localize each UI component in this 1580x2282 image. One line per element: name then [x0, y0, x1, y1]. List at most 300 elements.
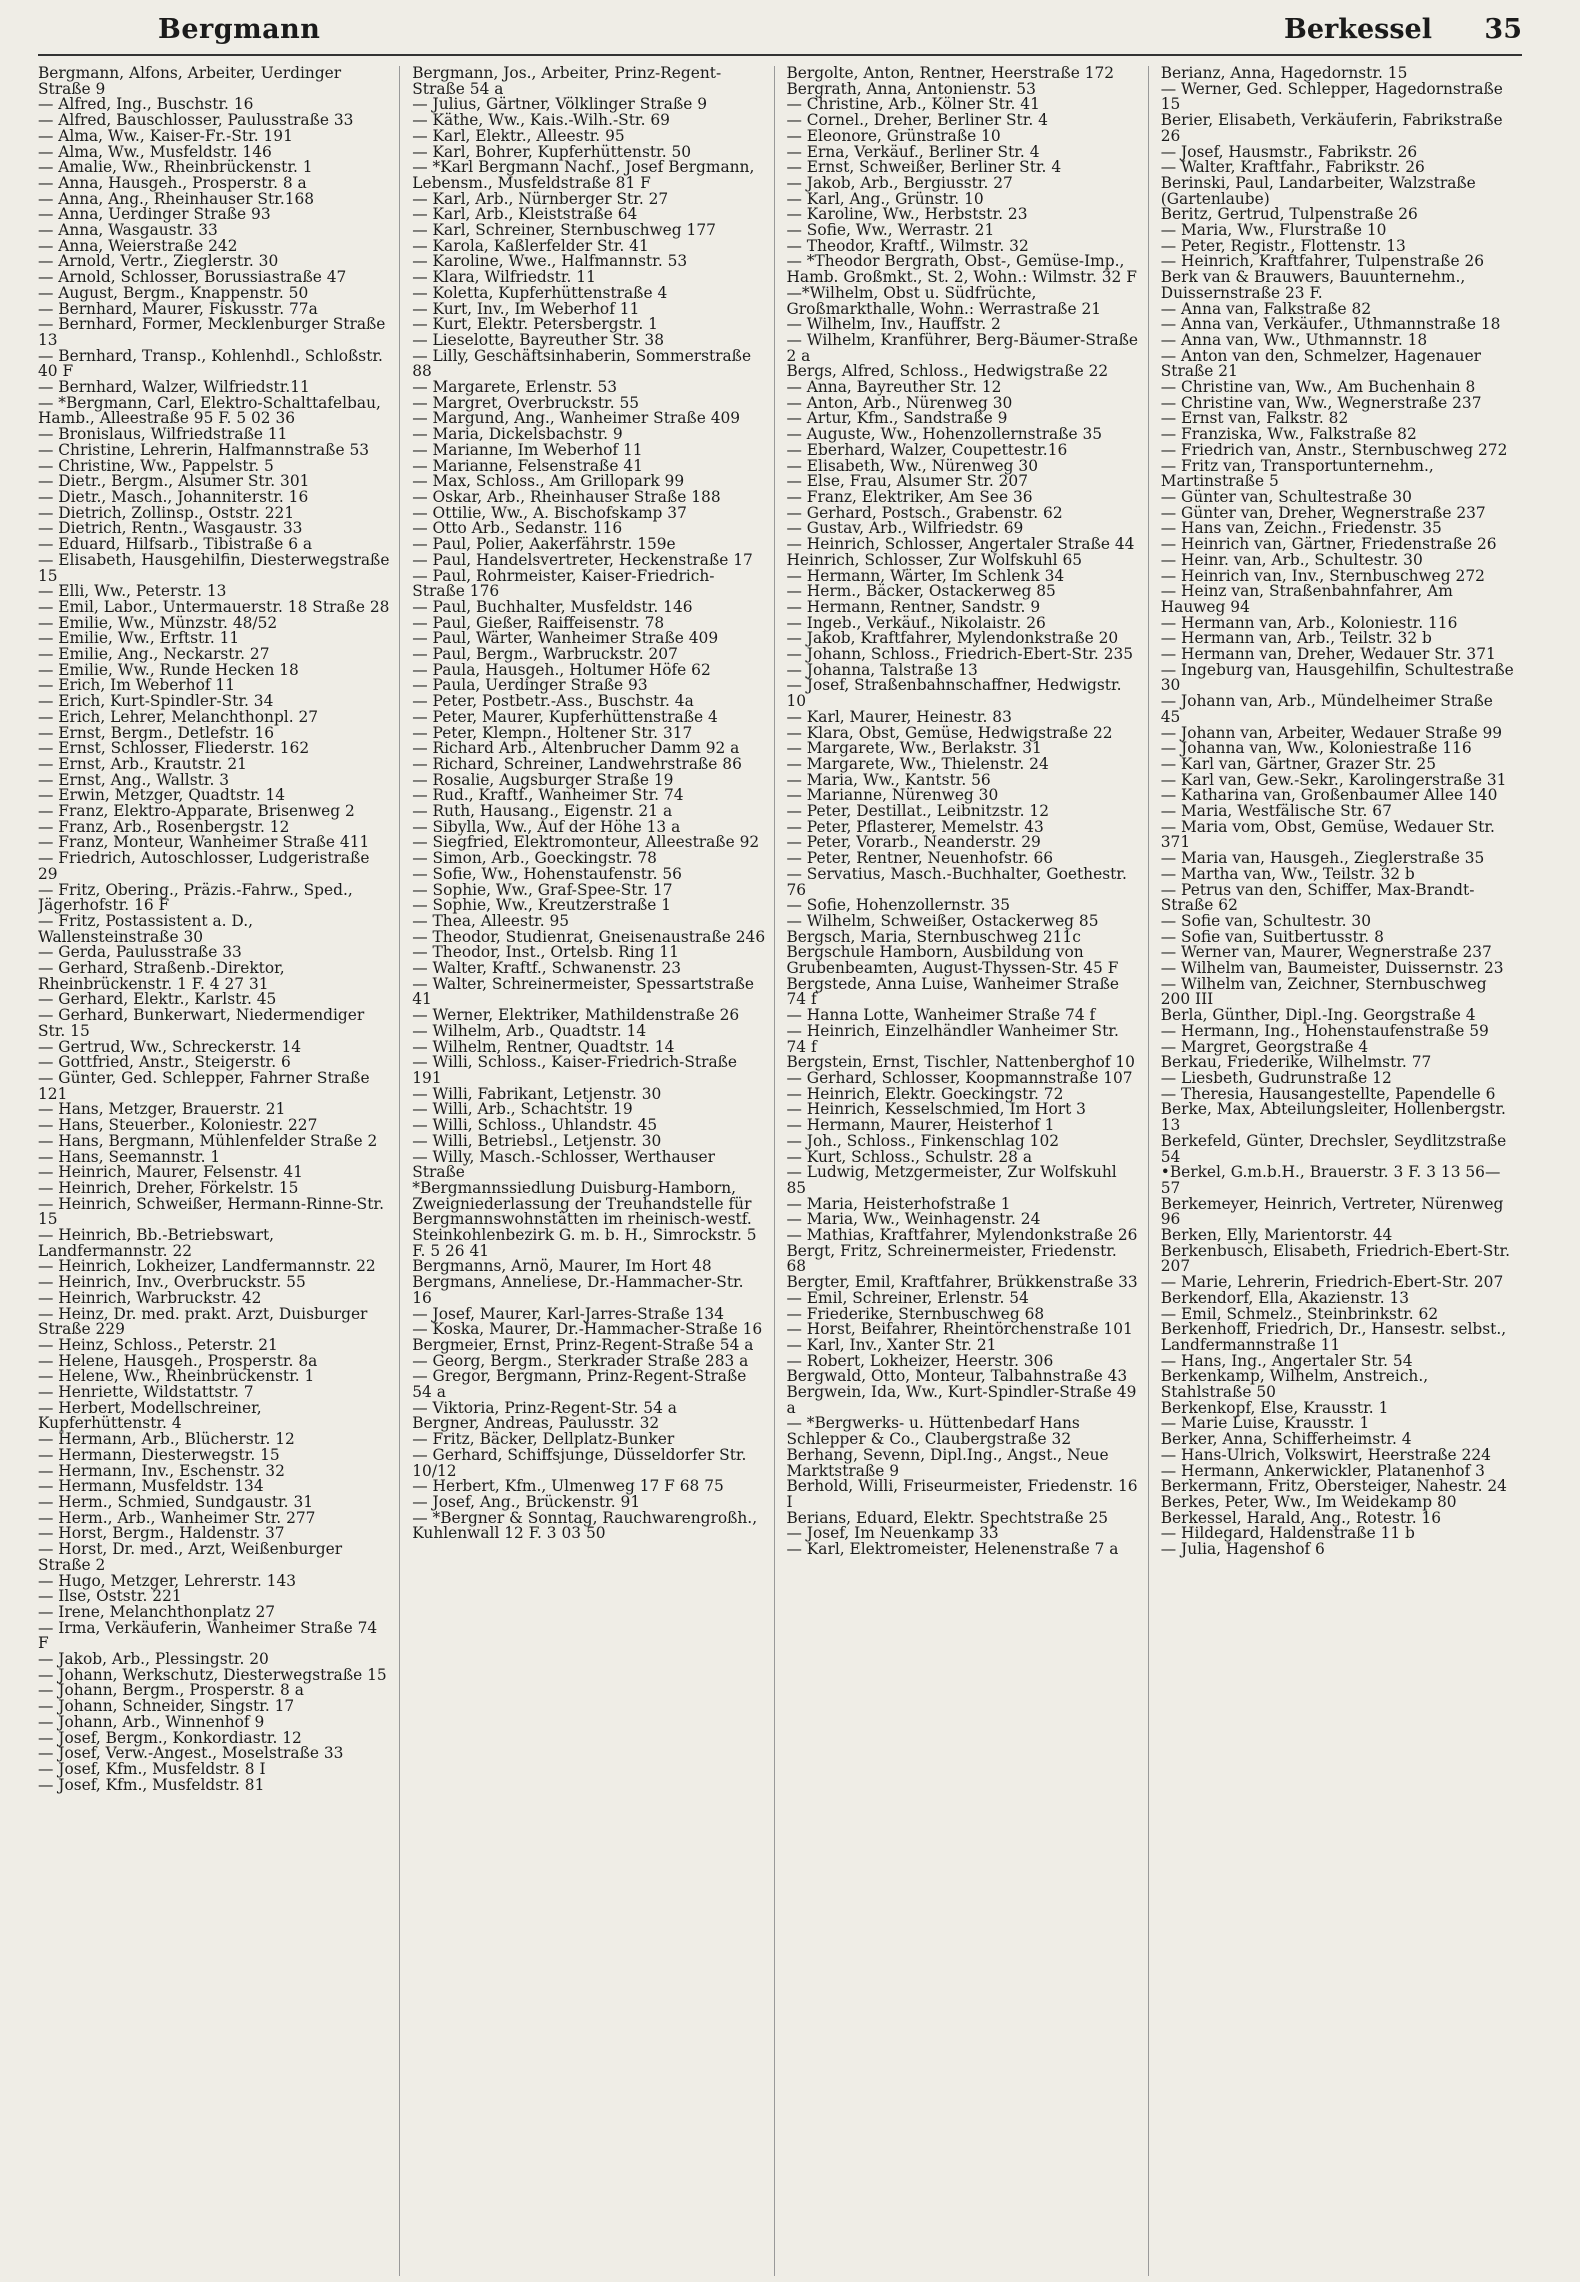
- directory-entry: — Ernst, Schlosser, Fliederstr. 162: [38, 739, 310, 758]
- directory-entry: — Anna, Ang., Rheinhauser Str.168: [38, 189, 315, 208]
- directory-entry: — Fritz van, Transportunternehm., Martinstraße 5: [1160, 456, 1434, 491]
- directory-entry: — Josef, Verw.-Angest., Moselstraße 33: [38, 1744, 344, 1763]
- directory-entry: — Auguste, Ww., Hohenzollernstraße 35: [786, 425, 1103, 444]
- directory-entry: — Peter, Destillat., Leibnitzstr. 12: [786, 802, 1049, 821]
- directory-entry: — Hildegard, Haldenstraße 11 b: [1160, 1524, 1415, 1543]
- directory-entry: •Berkel, G.m.b.H., Brauerstr. 3 F. 3 13 56—57: [1160, 1163, 1501, 1197]
- directory-entry: — Karola, Kaßlerfelder Str. 41: [412, 236, 649, 255]
- directory-entry: — Heinrich, Maurer, Felsenstr. 41: [38, 1163, 303, 1182]
- directory-entry: — Alfred, Ing., Buschstr. 16: [38, 95, 254, 114]
- directory-entry: Bergsch, Maria, Sternbuschweg 211c: [786, 927, 1081, 946]
- directory-entry: — Petrus van den, Schiffer, Max-Brandt-Straße 62: [1160, 880, 1475, 915]
- directory-entry: — Willi, Arb., Schachtstr. 19: [412, 1100, 633, 1119]
- directory-entry: Berkes, Peter, Ww., Im Weidekamp 80: [1160, 1492, 1457, 1511]
- directory-entry: — Willi, Schloss., Kaiser-Friedrich-Straße 191: [412, 1053, 738, 1087]
- directory-entry: — Sofie van, Schultestr. 30: [1160, 911, 1371, 930]
- directory-entry: — Wilhelm, Rentner, Quadtstr. 14: [412, 1037, 675, 1056]
- directory-entry: — Karl, Arb., Nürnberger Str. 27: [412, 189, 669, 208]
- directory-entry: — Ottilie, Ww., A. Bischofskamp 37: [412, 503, 687, 522]
- directory-entry: Berkessel, Harald, Ang., Rotestr. 16: [1160, 1508, 1442, 1527]
- directory-entry: Berhold, Willi, Friseurmeister, Friedenstr. 16 I: [786, 1477, 1138, 1511]
- directory-entry: — Josef, Hausmstr., Fabrikstr. 26: [1160, 142, 1418, 161]
- directory-entry: — Erwin, Metzger, Quadtstr. 14: [38, 786, 286, 805]
- directory-entry: — Erna, Verkäuf., Berliner Str. 4: [786, 142, 1040, 161]
- directory-entry: — Franz, Monteur, Wanheimer Straße 411: [38, 833, 370, 852]
- directory-entry: Bergolte, Anton, Rentner, Heerstraße 172: [786, 66, 1115, 82]
- directory-entry: — Klara, Obst, Gemüse, Hedwigstraße 22: [786, 723, 1113, 742]
- directory-entry: — Dietrich, Rentn., Wasgaustr. 33: [38, 519, 303, 538]
- directory-entry: Bergmann, Alfons, Arbeiter, Uerdinger Straße 9: [38, 66, 342, 98]
- directory-column-2: [412, 66, 774, 2276]
- directory-entry: — Günter van, Dreher, Wegnerstraße 237: [1160, 503, 1486, 522]
- directory-entry: — Bernhard, Walzer, Wilfriedstr.11: [38, 378, 310, 397]
- directory-entry: — Ernst, Ang., Wallstr. 3: [38, 770, 230, 789]
- directory-entry: — Arnold, Vertr., Zieglerstr. 30: [38, 252, 279, 271]
- directory-entry: — Marianne, Im Weberhof 11: [412, 440, 643, 459]
- directory-entry: — Maria, Dickelsbachstr. 9: [412, 425, 623, 444]
- directory-entry: — Walter, Kraftf., Schwanenstr. 23: [412, 959, 682, 978]
- directory-entry: Berinski, Paul, Landarbeiter, Walzstraße (Gartenlaube): [1160, 173, 1476, 208]
- directory-entry: — Theodor, Kraftf., Wilmstr. 32: [786, 236, 1029, 255]
- directory-entry: — Hans van, Zeichn., Friedenstr. 35: [1160, 519, 1442, 538]
- directory-entry: Berkenbusch, Elisabeth, Friedrich-Ebert-Str. 207: [1160, 1241, 1510, 1276]
- directory-entry: — Werner van, Maurer, Wegnerstraße 237: [1160, 943, 1492, 962]
- directory-entry: — Heinrich, Einzelhändler Wanheimer Str. 74 f: [786, 1021, 1119, 1056]
- directory-entry: — Herm., Bäcker, Ostackerweg 85: [786, 582, 1056, 601]
- directory-entry: — Anna van, Verkäufer., Uthmannstraße 18: [1160, 315, 1501, 334]
- directory-entry: — Käthe, Ww., Kais.-Wilh.-Str. 69: [412, 111, 670, 130]
- directory-entry: — Sofie, Ww., Hohenstaufenstr. 56: [412, 864, 682, 883]
- directory-entry: — Willi, Betriebsl., Letjenstr. 30: [412, 1131, 662, 1150]
- directory-entry: — Mathias, Kraftfahrer, Mylendonkstraße 26: [786, 1226, 1138, 1245]
- directory-entry: — Margret, Overbruckstr. 55: [412, 393, 640, 412]
- directory-entry: — Peter, Klempn., Holtener Str. 317: [412, 723, 693, 742]
- directory-entry: — Hermann van, Dreher, Wedauer Str. 371: [1160, 645, 1496, 664]
- directory-entry: — Irene, Melanchthonplatz 27: [38, 1602, 276, 1621]
- directory-entry: — Dietr., Masch., Johanniterstr. 16: [38, 487, 309, 506]
- page-number: 35: [1484, 14, 1522, 45]
- header-last-name: Berkessel: [1284, 14, 1432, 45]
- directory-entry: — Heinrich, Schlosser, Angertaler Straße 44: [786, 535, 1135, 554]
- directory-entry: — Margund, Ang., Wanheimer Straße 409: [412, 409, 741, 428]
- directory-entry: Berianz, Anna, Hagedornstr. 15: [1160, 66, 1408, 82]
- directory-entry: — Karoline, Wwe., Halfmannstr. 53: [412, 252, 688, 271]
- directory-entry: — Maria van, Hausgeh., Zieglerstraße 35: [1160, 849, 1485, 868]
- directory-entry: Berkefeld, Günter, Drechsler, Seydlitzstraße 54: [1160, 1131, 1507, 1166]
- directory-entry: — Henriette, Wildstattstr. 7: [38, 1383, 254, 1402]
- directory-entry: — Siegfried, Elektromonteur, Alleestraße 92: [412, 833, 760, 852]
- directory-entry: — Wilhelm, Kranführer, Berg-Bäumer-Straße 2 a: [786, 330, 1139, 365]
- directory-entry: — Hans-Ulrich, Volkswirt, Heerstraße 224: [1160, 1445, 1491, 1464]
- directory-entry: — Kurt, Inv., Im Weberhof 11: [412, 299, 640, 318]
- directory-entry: — Maria vom, Obst, Gemüse, Wedauer Str. 371: [1160, 817, 1495, 852]
- directory-entry: — Josef, Kfm., Musfeldstr. 8 I: [38, 1759, 266, 1778]
- directory-entry: — Elli, Ww., Peterstr. 13: [38, 582, 227, 601]
- directory-entry: — Anna van, Ww., Uthmannstr. 18: [1160, 330, 1428, 349]
- directory-entry: — Heinrich, Lokheizer, Landfermannstr. 22: [38, 1257, 376, 1276]
- directory-entry: — Wilhelm van, Baumeister, Duissernstr. 23: [1160, 959, 1504, 978]
- directory-entry: — Anton van den, Schmelzer, Hagenauer Straße 21: [1160, 346, 1482, 381]
- directory-entry: — Wilhelm, Arb., Quadtstr. 14: [412, 1021, 647, 1040]
- directory-entry: — Johann van, Arbeiter, Wedauer Straße 99: [1160, 723, 1503, 742]
- directory-entry: — Anna van, Falkstraße 82: [1160, 299, 1372, 318]
- directory-entry: — Wilhelm, Inv., Hauffstr. 2: [786, 315, 1001, 334]
- directory-entry: — Johann, Arb., Winnenhof 9: [38, 1712, 265, 1731]
- directory-entry: — Josef, Ang., Brückenstr. 91: [412, 1492, 641, 1511]
- directory-entry: *Bergmannssiedlung Duisburg-Hamborn, Zweigniederlassung der Treuhandstelle für Bergmannswohnstätten im rheinisch-westf. Steinkohlenbezirk G. m. b. H., Simrockstr. 5 F. 5 26 41: [412, 1178, 757, 1260]
- directory-entry: — Paul, Gießer, Raiffeisenstr. 78: [412, 613, 665, 632]
- directory-entry: — Heinrich, Kesselschmied, Im Hort 3: [786, 1100, 1086, 1119]
- directory-entry: — Johanna, Talstraße 13: [786, 660, 978, 679]
- directory-entry: — Paul, Wärter, Wanheimer Straße 409: [412, 629, 719, 648]
- directory-entry: — Katharina van, Großenbaumer Allee 140: [1160, 786, 1498, 805]
- directory-entry: — Dietrich, Zollinsp., Oststr. 221: [38, 503, 295, 522]
- directory-entry: Berken, Elly, Marientorstr. 44: [1160, 1226, 1393, 1245]
- directory-entry: — Anna, Wasgaustr. 33: [38, 221, 218, 240]
- directory-entry: — Fritz, Obering., Präzis.-Fahrw., Sped., Jägerhofstr. 16 F: [38, 880, 353, 915]
- directory-entry: — Heinrich van, Gärtner, Friedenstraße 26: [1160, 535, 1497, 554]
- directory-entry: — Franz, Elektro-Apparate, Brisenweg 2: [38, 802, 355, 821]
- directory-entry: — Erich, Kurt-Spindler-Str. 34: [38, 692, 274, 711]
- directory-entry: — Gerda, Paulusstraße 33: [38, 943, 242, 962]
- directory-entry: — Ingeburg van, Hausgehilfin, Schultestraße 30: [1160, 660, 1514, 695]
- directory-entry: — *Bergner & Sonntag, Rauchwarengroßh., Kuhlenwall 12 F. 3 03 50: [412, 1508, 758, 1543]
- directory-entry: — Willy, Masch.-Schlosser, Werthauser Straße: [412, 1147, 715, 1182]
- directory-entry: Bergmeier, Ernst, Prinz-Regent-Straße 54 a: [412, 1335, 754, 1354]
- directory-entry: — Margarete, Ww., Berlakstr. 31: [786, 739, 1042, 758]
- directory-entry: Bergter, Emil, Kraftfahrer, Brükkenstraße 33: [786, 1273, 1138, 1292]
- directory-entry: — Hermann, Ing., Hohenstaufenstraße 59: [1160, 1021, 1489, 1040]
- directory-entry: — Heinrich, Dreher, Förkelstr. 15: [38, 1178, 299, 1197]
- directory-entry: — Paul, Buchhalter, Musfeldstr. 146: [412, 597, 693, 616]
- directory-entry: — Karl, Elektr., Alleestr. 95: [412, 126, 625, 145]
- directory-entry: Berk van & Brauwers, Bauunternehm., Duissernstraße 23 F.: [1160, 268, 1466, 302]
- directory-column-4: [1161, 66, 1522, 2276]
- directory-entry: — Karl, Inv., Xanter Str. 21: [786, 1335, 997, 1354]
- directory-columns: [38, 66, 1522, 2276]
- directory-entry: — Hermann, Diesterwegstr. 15: [38, 1445, 280, 1464]
- directory-entry: — Robert, Lokheizer, Heerstr. 306: [786, 1351, 1054, 1370]
- directory-entry: — Gerhard, Bunkerwart, Niedermendiger Str. 15: [38, 1006, 365, 1040]
- directory-entry: — Ernst van, Falkstr. 82: [1160, 409, 1349, 428]
- directory-entry: Bergt, Fritz, Schreinermeister, Friedenstr. 68: [786, 1241, 1117, 1276]
- directory-entry: — Bronislaus, Wilfriedstraße 11: [38, 425, 288, 444]
- directory-entry: — Rud., Kraftf., Wanheimer Str. 74: [412, 786, 684, 805]
- directory-entry: — Anton, Arb., Nürenweg 30: [786, 393, 1013, 412]
- directory-entry: — Gregor, Bergmann, Prinz-Regent-Straße 54 a: [412, 1367, 747, 1402]
- directory-entry: Berke, Max, Abteilungsleiter, Hollenbergstr. 13: [1160, 1100, 1506, 1135]
- directory-entry: — Friedrich van, Anstr., Sternbuschweg 272: [1160, 440, 1508, 459]
- directory-entry: — Werner, Ged. Schlepper, Hagedornstraße 15: [1160, 79, 1503, 114]
- directory-entry: — Bernhard, Former, Mecklenburger Straße 13: [38, 315, 386, 349]
- directory-entry: — Karl, Arb., Kleiststraße 64: [412, 205, 638, 224]
- directory-entry: Beritz, Gertrud, Tulpenstraße 26: [1160, 205, 1418, 224]
- directory-entry: Bergstede, Anna Luise, Wanheimer Straße 74 f: [786, 974, 1120, 1009]
- directory-entry: — Hermann, Rentner, Sandstr. 9: [786, 597, 1041, 616]
- directory-entry: — Emilie, Ww., Runde Hecken 18: [38, 660, 299, 679]
- directory-entry: — Sofie, Ww., Werrastr. 21: [786, 221, 995, 240]
- directory-entry: — Ingeb., Verkäuf., Nikolaistr. 26: [786, 613, 1046, 632]
- directory-entry: — August, Bergm., Knappenstr. 50: [38, 283, 309, 302]
- directory-entry: — Joh., Schloss., Finkenschlag 102: [786, 1131, 1060, 1150]
- directory-entry: — Bernhard, Maurer, Fiskusstr. 77a: [38, 299, 318, 318]
- directory-entry: — Julius, Gärtner, Völklinger Straße 9: [412, 95, 708, 114]
- directory-entry: — Karl, Schreiner, Sternbuschweg 177: [412, 221, 716, 240]
- directory-entry: — Paula, Uerdinger Straße 93: [412, 676, 648, 695]
- directory-entry: — Fritz, Postassistent a. D., Wallensteinstraße 30: [38, 911, 254, 946]
- directory-entry: — Gerhard, Elektr., Karlstr. 45: [38, 990, 277, 1009]
- directory-entry: — Jakob, Arb., Bergiusstr. 27: [786, 173, 1013, 192]
- directory-entry: — Eleonore, Grünstraße 10: [786, 126, 1001, 145]
- directory-entry: — Eberhard, Walzer, Coupettestr.16: [786, 440, 1068, 459]
- directory-entry: — Herm., Arb., Wanheimer Str. 277: [38, 1508, 316, 1527]
- directory-entry: Bergmann, Jos., Arbeiter, Prinz-Regent-Straße 54 a: [412, 66, 722, 98]
- directory-entry: — Wilhelm van, Zeichner, Sternbuschweg 200 III: [1160, 974, 1487, 1009]
- directory-entry: — Karl, Ang., Grünstr. 10: [786, 189, 984, 208]
- directory-entry: — Horst, Dr. med., Arzt, Weißenburger Straße 2: [38, 1540, 343, 1574]
- directory-entry: — Paul, Bergm., Warbruckstr. 207: [412, 645, 678, 664]
- directory-entry: — Hans, Ing., Angertaler Str. 54: [1160, 1351, 1413, 1370]
- directory-entry: — Hermann, Inv., Eschenstr. 32: [38, 1461, 285, 1480]
- directory-entry: — Fritz, Bäcker, Dellplatz-Bunker: [412, 1430, 675, 1449]
- directory-entry: — Alfred, Bauschlosser, Paulusstraße 33: [38, 111, 354, 130]
- directory-entry: — Liesbeth, Gudrunstraße 12: [1160, 1069, 1392, 1087]
- directory-entry: — Heinz van, Straßenbahnfahrer, Am Hauweg 94: [1160, 582, 1453, 616]
- directory-entry: — Hermann, Musfeldstr. 134: [38, 1477, 264, 1496]
- directory-entry: — Franz, Arb., Rosenbergstr. 12: [38, 817, 290, 836]
- page-header: [38, 12, 1522, 56]
- directory-entry: — Heinr. van, Arb., Schultestr. 30: [1160, 550, 1423, 569]
- directory-entry: — Rosalie, Augsburger Straße 19: [412, 770, 674, 789]
- directory-entry: — Gerhard, Schlosser, Koopmannstraße 107: [786, 1069, 1133, 1087]
- directory-entry: — Johann, Bergm., Prosperstr. 8 a: [38, 1681, 304, 1700]
- directory-entry: — Ludwig, Metzgermeister, Zur Wolfskuhl 85: [786, 1163, 1117, 1197]
- directory-entry: — Heinrich van, Inv., Sternbuschweg 272: [1160, 566, 1485, 585]
- header-first-name: Bergmann: [158, 14, 321, 45]
- directory-entry: — Gertrud, Ww., Schreckerstr. 14: [38, 1037, 302, 1056]
- directory-entry: — Günter, Ged. Schlepper, Fahrner Straße 121: [38, 1069, 370, 1103]
- directory-entry: — Maria, Westfälische Str. 67: [1160, 802, 1392, 821]
- directory-entry: — Koletta, Kupferhüttenstraße 4: [412, 283, 668, 302]
- directory-column-3: [787, 66, 1149, 2276]
- directory-entry: — Heinrich, Warbruckstr. 42: [38, 1288, 262, 1307]
- directory-entry: — Johann, Schloss., Friedrich-Ebert-Str. 235: [786, 645, 1134, 664]
- directory-entry: — Paul, Handelsvertreter, Heckenstraße 17: [412, 550, 753, 569]
- directory-entry: — Karl, Maurer, Heinestr. 83: [786, 707, 1012, 726]
- directory-entry: — Willi, Fabrikant, Letjenstr. 30: [412, 1084, 662, 1103]
- directory-entry: — Theodor, Inst., Ortelsb. Ring 11: [412, 943, 679, 962]
- directory-entry: — Franz, Elektriker, Am See 36: [786, 487, 1033, 506]
- directory-entry: — Peter, Maurer, Kupferhüttenstraße 4: [412, 707, 718, 726]
- directory-entry: — *Theodor Bergrath, Obst-, Gemüse-Imp., Hamb. Großmkt., St. 2, Wohn.: Wilmstr. 32 F: [786, 252, 1137, 287]
- directory-entry: — Hanna Lotte, Wanheimer Straße 74 f: [786, 1006, 1096, 1025]
- directory-entry: — Peter, Vorarb., Neanderstr. 29: [786, 833, 1041, 852]
- directory-entry: — Christine, Arb., Kölner Str. 41: [786, 95, 1040, 114]
- directory-entry: — Peter, Postbetr.-Ass., Buschstr. 4a: [412, 692, 694, 711]
- directory-entry: — Alma, Ww., Musfeldstr. 146: [38, 142, 272, 161]
- directory-entry: — Julia, Hagenshof 6: [1160, 1540, 1325, 1559]
- directory-entry: — Gottfried, Anstr., Steigerstr. 6: [38, 1053, 291, 1072]
- directory-entry: — Christine van, Ww., Am Buchenhain 8: [1160, 378, 1476, 397]
- directory-entry: — Herm., Schmied, Sundgaustr. 31: [38, 1492, 314, 1511]
- directory-entry: — Hans, Seemannstr. 1: [38, 1147, 221, 1166]
- directory-entry: Bergs, Alfred, Schloss., Hedwigstraße 22: [786, 362, 1109, 381]
- directory-entry: Berla, Günther, Dipl.-Ing. Georgstraße 4: [1160, 1006, 1476, 1025]
- directory-entry: — Paul, Rohrmeister, Kaiser-Friedrich-Straße 176: [412, 566, 715, 601]
- directory-entry: — Heinrich, Kraftfahrer, Tulpenstraße 26: [1160, 252, 1485, 271]
- directory-entry: Heinrich, Schlosser, Zur Wolfskuhl 65: [786, 550, 1083, 569]
- directory-entry: Bergmans, Anneliese, Dr.-Hammacher-Str. 16: [412, 1273, 744, 1307]
- directory-entry: — Peter, Rentner, Neuenhofstr. 66: [786, 849, 1054, 868]
- directory-entry: Berkendorf, Ella, Akazienstr. 13: [1160, 1288, 1410, 1307]
- directory-entry: — Marie, Lehrerin, Friedrich-Ebert-Str. 207: [1160, 1273, 1504, 1292]
- directory-entry: — Kurt, Elektr. Petersbergstr. 1: [412, 315, 658, 334]
- directory-entry: — Kurt, Schloss., Schulstr. 28 a: [786, 1147, 1033, 1166]
- directory-entry: — Maria, Ww., Weinhagenstr. 24: [786, 1210, 1041, 1229]
- directory-entry: — *Bergmann, Carl, Elektro-Schalttafelbau, Hamb., Alleestraße 95 F. 5 02 36: [38, 393, 381, 428]
- directory-entry: — Sofie van, Suitbertusstr. 8: [1160, 927, 1384, 946]
- directory-entry: — Heinrich, Schweißer, Hermann-Rinne-Str. 15: [38, 1194, 384, 1229]
- directory-entry: — Willi, Schloss., Uhlandstr. 45: [412, 1116, 658, 1135]
- directory-entry: — Hugo, Metzger, Lehrerstr. 143: [38, 1571, 297, 1590]
- directory-entry: Berkenkopf, Else, Krausstr. 1: [1160, 1398, 1389, 1417]
- directory-entry: — Marie Luise, Krausstr. 1: [1160, 1414, 1370, 1433]
- directory-entry: — Hans, Metzger, Brauerstr. 21: [38, 1100, 286, 1119]
- directory-entry: Bergmanns, Arnö, Maurer, Im Hort 48: [412, 1257, 712, 1276]
- directory-entry: — Helene, Ww., Rheinbrückenstr. 1: [38, 1367, 315, 1386]
- directory-entry: — Dietr., Bergm., Alsumer Str. 301: [38, 472, 310, 491]
- directory-entry: — Josef, Bergm., Konkordiastr. 12: [38, 1728, 302, 1747]
- directory-entry: — Hans, Steuerber., Koloniestr. 227: [38, 1116, 318, 1135]
- directory-entry: — Cornel., Dreher, Berliner Str. 4: [786, 111, 1048, 130]
- directory-entry: — Helene, Hausgeh., Prosperstr. 8a: [38, 1351, 318, 1370]
- directory-entry: Berkenhoff, Friedrich, Dr., Hansestr. selbst., Landfermannstraße 11: [1160, 1320, 1507, 1354]
- directory-entry: — Peter, Registr., Flottenstr. 13: [1160, 236, 1406, 255]
- directory-entry: — Emil, Labor., Untermauerstr. 18 Straße 28: [38, 597, 390, 616]
- directory-entry: — Ernst, Arb., Krautstr. 21: [38, 754, 247, 773]
- directory-entry: — Johanna van, Ww., Koloniestraße 116: [1160, 739, 1472, 758]
- directory-entry: — Hermann, Wärter, Im Schlenk 34: [786, 566, 1065, 585]
- directory-entry: — Josef, Straßenbahnschaffner, Hedwigstr. 10: [786, 676, 1122, 711]
- directory-entry: — Theodor, Studienrat, Gneisenaustraße 246: [412, 927, 766, 946]
- directory-entry: — Emil, Schreiner, Erlenstr. 54: [786, 1288, 1029, 1307]
- directory-entry: — Hermann, Ankerwickler, Platanenhof 3: [1160, 1461, 1485, 1480]
- directory-entry: — Margarete, Ww., Thielenstr. 24: [786, 754, 1049, 773]
- directory-entry: — Sibylla, Ww., Auf der Höhe 13 a: [412, 817, 681, 836]
- directory-entry: — Richard, Schreiner, Landwehrstraße 86: [412, 754, 742, 773]
- directory-entry: — Klara, Wilfriedstr. 11: [412, 268, 596, 287]
- directory-entry: Berker, Anna, Schifferheimstr. 4: [1160, 1430, 1412, 1449]
- directory-entry: — Sophie, Ww., Kreutzerstraße 1: [412, 896, 672, 915]
- directory-entry: — Josef, Maurer, Karl-Jarres-Straße 134: [412, 1304, 725, 1323]
- directory-entry: — Gerhard, Schiffsjunge, Düsseldorfer Str. 10/12: [412, 1445, 747, 1480]
- directory-entry: — Heinrich, Elektr. Goeckingstr. 72: [786, 1084, 1064, 1103]
- directory-entry: — Walter, Kraftfahr., Fabrikstr. 26: [1160, 158, 1425, 177]
- directory-entry: — Johann, Schneider, Singstr. 17: [38, 1697, 295, 1716]
- directory-column-1: [38, 66, 400, 2276]
- directory-entry: Berhang, Sevenn, Dipl.Ing., Angst., Neue Marktstraße 9: [786, 1445, 1109, 1480]
- directory-entry: Berkermann, Fritz, Obersteiger, Nahestr. 24: [1160, 1477, 1507, 1496]
- directory-entry: — Richard Arb., Altenbrucher Damm 92 a: [412, 739, 740, 758]
- directory-entry: — Gustav, Arb., Wilfriedstr. 69: [786, 519, 1024, 538]
- directory-entry: — Heinz, Dr. med. prakt. Arzt, Duisburger Straße 229: [38, 1304, 368, 1339]
- directory-entry: — Christine van, Ww., Wegnerstraße 237: [1160, 393, 1482, 412]
- directory-entry: — Sofie, Hohenzollernstr. 35: [786, 896, 1011, 915]
- directory-entry: — Karoline, Ww., Herbststr. 23: [786, 205, 1028, 224]
- directory-entry: — Hermann van, Arb., Teilstr. 32 b: [1160, 629, 1432, 648]
- directory-entry: — Jakob, Kraftfahrer, Mylendonkstraße 20: [786, 629, 1119, 648]
- directory-entry: — Lieselotte, Bayreuther Str. 38: [412, 330, 665, 349]
- directory-entry: — Theresia, Hausangestellte, Papendelle 6: [1160, 1084, 1496, 1103]
- directory-entry: — Anna, Bayreuther Str. 12: [786, 378, 1002, 397]
- directory-entry: — Alma, Ww., Kaiser-Fr.-Str. 191: [38, 126, 293, 145]
- directory-entry: — Hermann, Maurer, Heisterhof 1: [786, 1116, 1055, 1135]
- directory-entry: — Friederike, Sternbuschweg 68: [786, 1304, 1045, 1323]
- directory-entry: — Anna, Hausgeh., Prosperstr. 8 a: [38, 173, 307, 192]
- directory-entry: — Marianne, Felsenstraße 41: [412, 456, 643, 475]
- directory-entry: — Karl, Bohrer, Kupferhüttenstr. 50: [412, 142, 692, 161]
- directory-entry: — Artur, Kfm., Sandstraße 9: [786, 409, 1008, 428]
- directory-entry: — Margret, Georgstraße 4: [1160, 1037, 1369, 1056]
- directory-entry: — Eduard, Hilfsarb., Tibistraße 6 a: [38, 535, 313, 554]
- directory-entry: — Maria, Heisterhofstraße 1: [786, 1194, 1011, 1213]
- directory-entry: — Koska, Maurer, Dr.-Hammacher-Straße 16: [412, 1320, 763, 1339]
- directory-entry: — Wilhelm, Schweißer, Ostackerweg 85: [786, 911, 1099, 930]
- directory-entry: — Heinrich, Bb.-Betriebswart, Landfermannstr. 22: [38, 1226, 275, 1260]
- directory-entry: — Emilie, Ww., Münzstr. 48/52: [38, 613, 278, 632]
- directory-entry: — Sophie, Ww., Graf-Spee-Str. 17: [412, 880, 673, 899]
- directory-entry: — Maria, Ww., Flurstraße 10: [1160, 221, 1387, 240]
- directory-entry: — Max, Schloss., Am Grillopark 99: [412, 472, 685, 491]
- directory-entry: — Servatius, Masch.-Buchhalter, Goethestr. 76: [786, 864, 1127, 899]
- directory-entry: — Herbert, Modellschreiner, Kupferhüttenstr. 4: [38, 1398, 262, 1433]
- directory-entry: — Johann van, Arb., Mündelheimer Straße 45: [1160, 692, 1493, 726]
- directory-entry: —*Wilhelm, Obst u. Südfrüchte, Großmarkthalle, Wohn.: Werrastraße 21: [786, 283, 1102, 318]
- directory-entry: — Franziska, Ww., Falkstraße 82: [1160, 425, 1417, 444]
- directory-entry: — Emil, Schmelz., Steinbrinkstr. 62: [1160, 1304, 1439, 1323]
- directory-entry: Bergrath, Anna, Antonienstr. 53: [786, 79, 1036, 98]
- directory-entry: Berkemeyer, Heinrich, Vertreter, Nürenweg 96: [1160, 1194, 1504, 1229]
- directory-entry: Bergwein, Ida, Ww., Kurt-Spindler-Straße 49 a: [786, 1383, 1137, 1417]
- directory-entry: Berier, Elisabeth, Verkäuferin, Fabrikstraße 26: [1160, 111, 1503, 145]
- directory-entry: — Maria, Ww., Kantstr. 56: [786, 770, 991, 789]
- directory-entry: — *Bergwerks- u. Hüttenbedarf Hans Schlepper & Co., Claubergstraße 32: [786, 1414, 1080, 1449]
- directory-entry: — Christine, Lehrerin, Halfmannstraße 53: [38, 440, 370, 459]
- directory-entry: — Erich, Lehrer, Melanchthonpl. 27: [38, 707, 319, 726]
- directory-entry: — Hermann, Arb., Blücherstr. 12: [38, 1430, 295, 1449]
- directory-entry: — Erich, Im Weberhof 11: [38, 676, 236, 695]
- directory-entry: — Peter, Pflasterer, Memelstr. 43: [786, 817, 1044, 836]
- directory-entry: — Ernst, Bergm., Detlefstr. 16: [38, 723, 275, 742]
- directory-entry: — Marianne, Nürenweg 30: [786, 786, 999, 805]
- directory-entry: — Amalie, Ww., Rheinbrückenstr. 1: [38, 158, 313, 177]
- directory-entry: — Heinz, Schloss., Peterstr. 21: [38, 1335, 278, 1354]
- directory-entry: — Else, Frau, Alsumer Str. 207: [786, 472, 1028, 491]
- directory-entry: — Heinrich, Inv., Overbruckstr. 55: [38, 1273, 306, 1292]
- directory-entry: — Irma, Verkäuferin, Wanheimer Straße 74 F: [38, 1618, 378, 1653]
- directory-entry: Berians, Eduard, Elektr. Spechtstraße 25: [786, 1508, 1109, 1527]
- directory-entry: — Gerhard, Straßenb.-Direktor, Rheinbrückenstr. 1 F. 4 27 31: [38, 959, 285, 993]
- directory-entry: — Anna, Weierstraße 242: [38, 236, 238, 255]
- directory-entry: — Friedrich, Autoschlosser, Ludgeristraße 29: [38, 849, 370, 883]
- directory-entry: — Emilie, Ang., Neckarstr. 27: [38, 645, 270, 664]
- directory-entry: — Ruth, Hausang., Eigenstr. 21 a: [412, 802, 673, 821]
- directory-entry: — Günter van, Schultestraße 30: [1160, 487, 1412, 506]
- directory-entry: — Karl van, Gärtner, Grazer Str. 25: [1160, 754, 1436, 773]
- directory-entry: Bergschule Hamborn, Ausbildung von Grubenbeamten, August-Thyssen-Str. 45 F: [786, 943, 1119, 978]
- directory-entry: — Lilly, Geschäftsinhaberin, Sommerstraße 88: [412, 346, 752, 381]
- directory-entry: — Ilse, Oststr. 221: [38, 1587, 182, 1606]
